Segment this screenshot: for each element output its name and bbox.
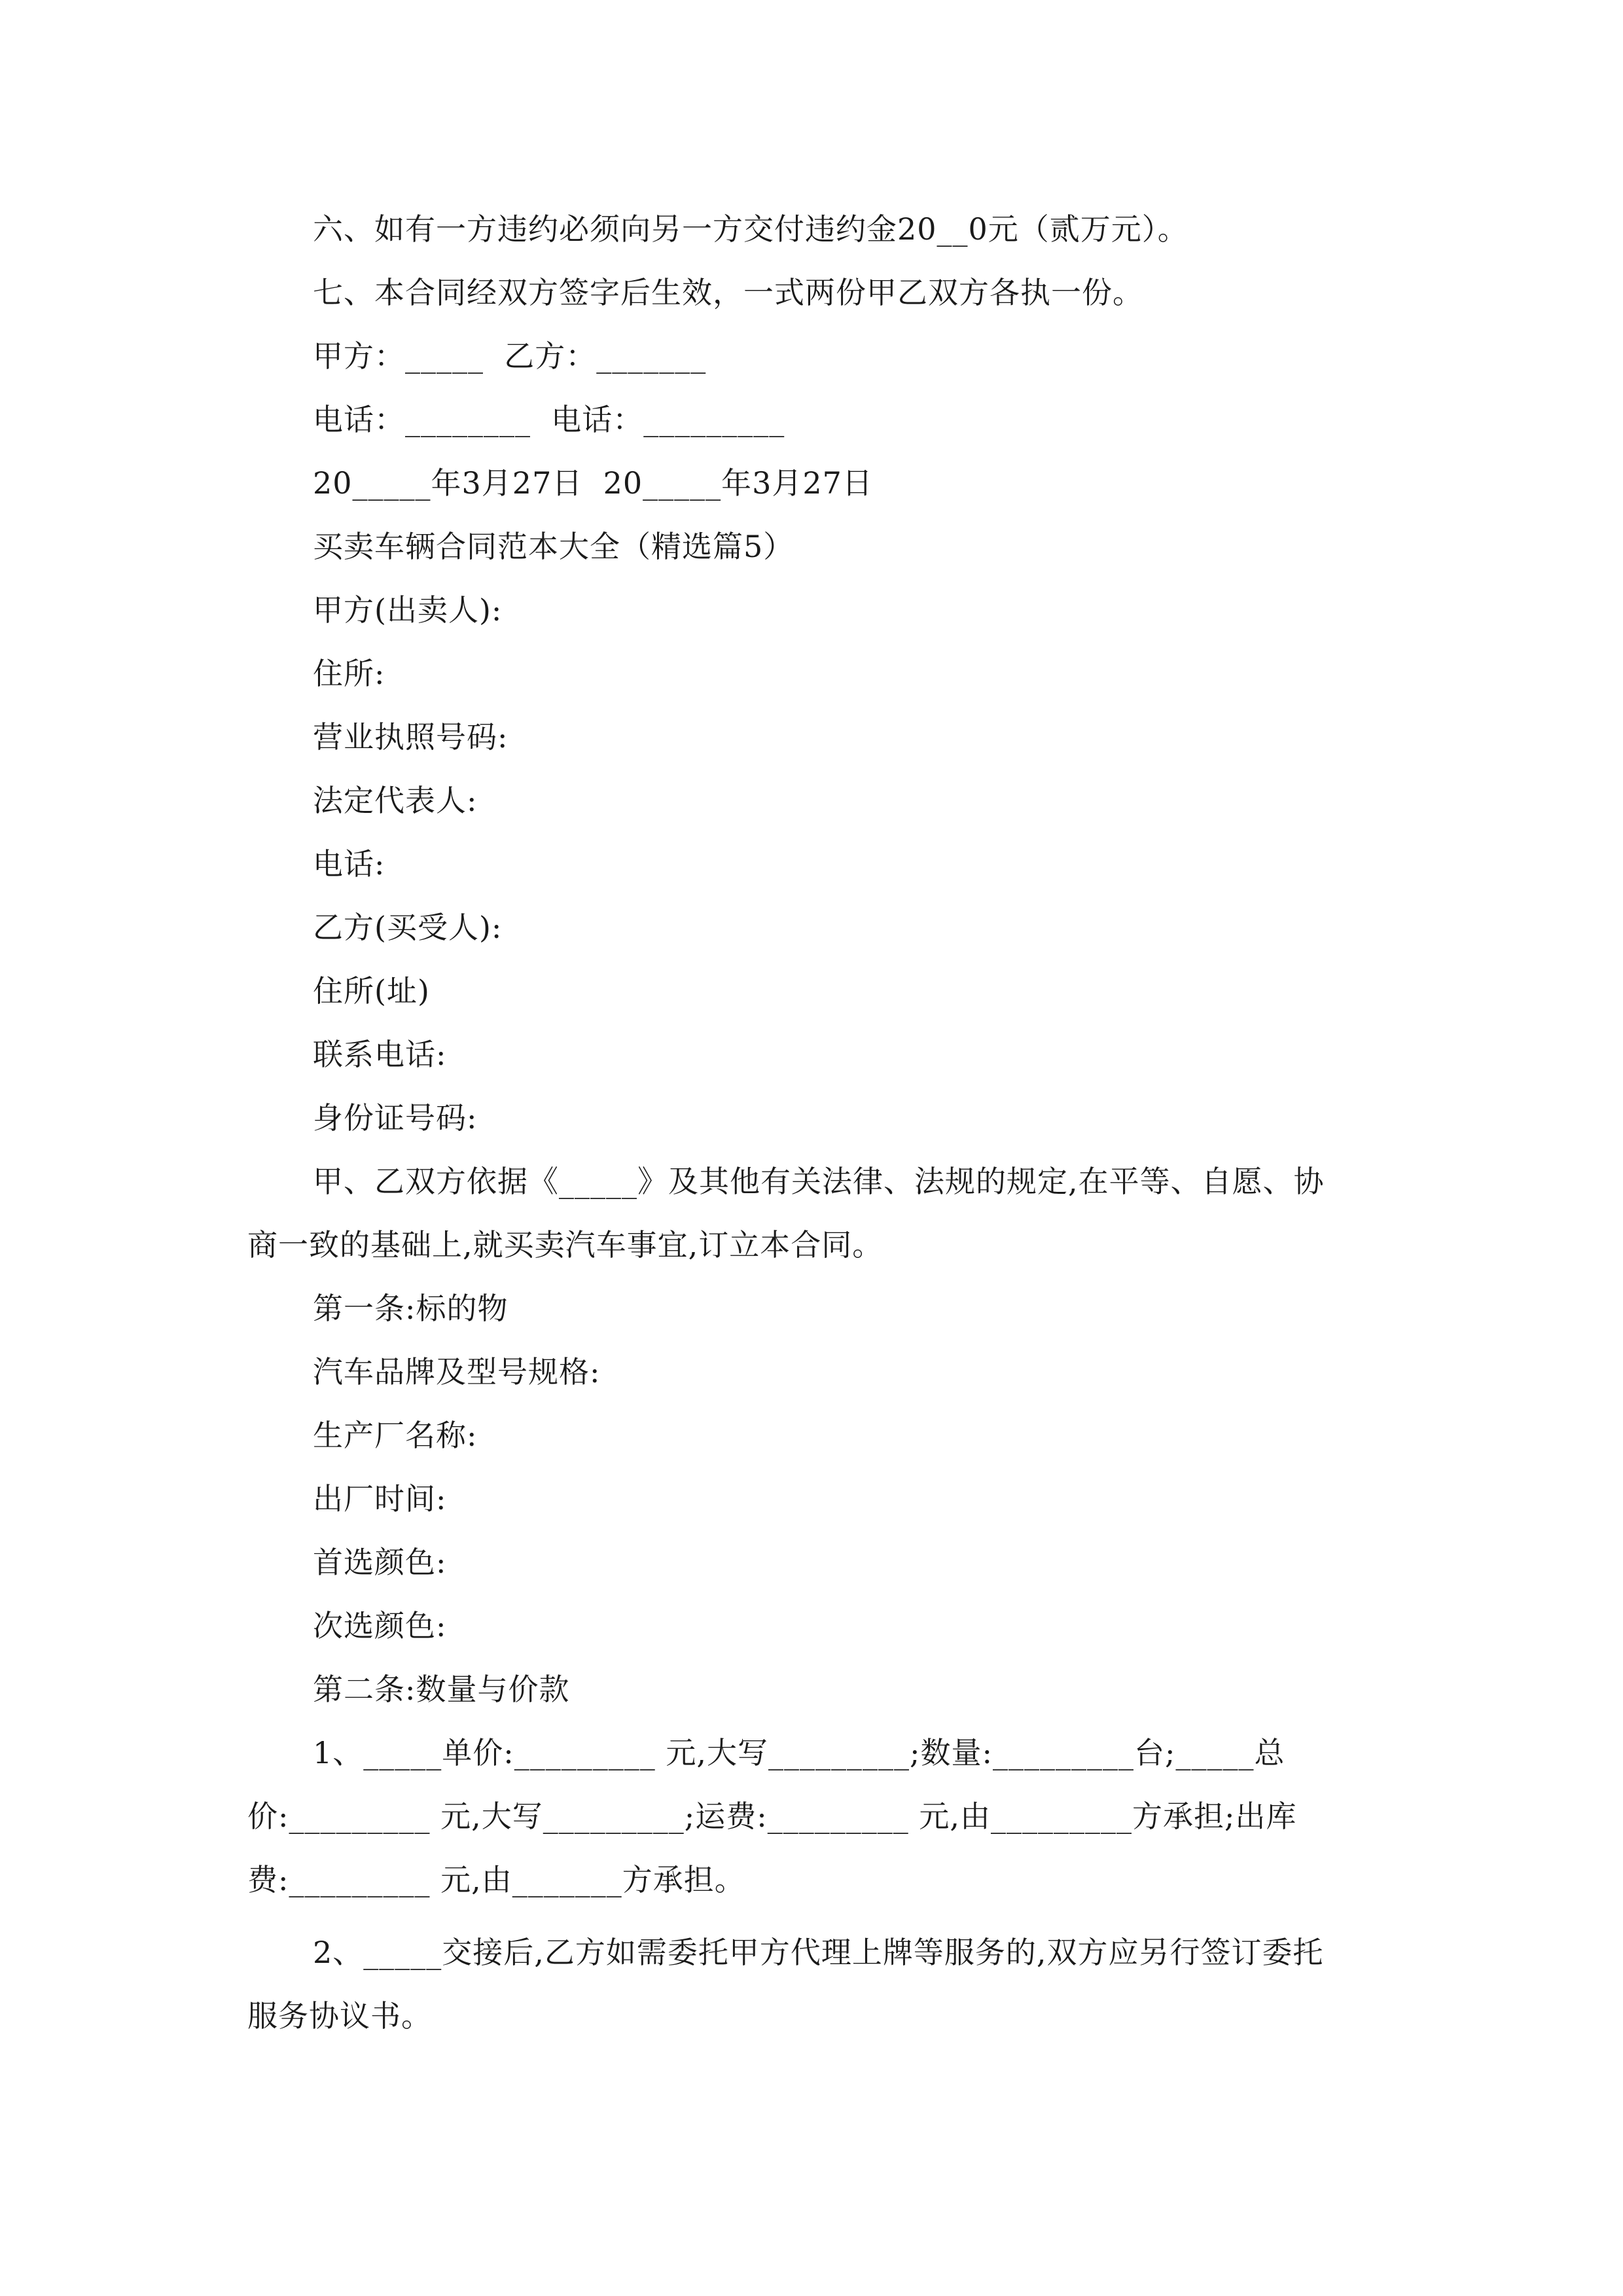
party-b-contact-phone: 联系电话: xyxy=(313,1037,447,1072)
price-clause-line-3: 费:_________ 元,由_______方承担。 xyxy=(247,1862,745,1897)
signature-phones: 电话：________ 电话：_________ xyxy=(313,402,785,437)
party-a-phone: 电话: xyxy=(313,846,385,882)
preamble-line-2: 商一致的基础上,就买卖汽车事宜,订立本合同。 xyxy=(247,1227,883,1263)
clause-six: 六、如有一方违约必须向另一方交付违约金20__0元（贰万元）。 xyxy=(313,211,1188,247)
party-a-legal-rep: 法定代表人: xyxy=(313,783,478,818)
section-title: 买卖车辆合同范本大全（精选篇5） xyxy=(313,529,794,564)
party-a-seller: 甲方(出卖人): xyxy=(313,592,503,628)
party-b-address: 住所(址) xyxy=(313,973,430,1009)
article-one-heading: 第一条:标的物 xyxy=(313,1291,508,1326)
preamble-line-1: 甲、乙双方依据《_____》及其他有关法律、法规的规定,在平等、自愿、协 xyxy=(313,1164,1325,1199)
party-b-buyer: 乙方(买受人): xyxy=(313,910,503,945)
clause-seven: 七、本合同经双方签字后生效，一式两份甲乙双方各执一份。 xyxy=(313,275,1143,310)
secondary-color: 次选颜色: xyxy=(313,1608,447,1643)
signature-dates: 20_____年3月27日 20_____年3月27日 xyxy=(313,465,873,501)
article-two-heading: 第二条:数量与价款 xyxy=(313,1672,570,1707)
manufacture-date: 出厂时间: xyxy=(313,1481,447,1516)
party-a-address: 住所: xyxy=(313,656,385,691)
car-brand-model: 汽车品牌及型号规格: xyxy=(313,1354,601,1390)
party-b-id-number: 身份证号码: xyxy=(313,1100,478,1136)
price-clause-line-2: 价:_________ 元,大写_________;运费:_________ 元,由_________方承担;出库 xyxy=(247,1799,1297,1834)
handover-clause-line-1: 2、_____交接后,乙方如需委托甲方代理上牌等服务的,双方应另行签订委托 xyxy=(313,1935,1324,1970)
primary-color: 首选颜色: xyxy=(313,1545,447,1580)
party-a-license-number: 营业执照号码: xyxy=(313,719,508,755)
price-clause-line-1: 1、_____单价:_________ 元,大写_________;数量:_________台;_____总 xyxy=(313,1735,1285,1770)
manufacturer-name: 生产厂名称: xyxy=(313,1418,478,1453)
handover-clause-line-2: 服务协议书。 xyxy=(247,1998,432,2034)
signature-parties: 甲方：_____ 乙方：_______ xyxy=(313,338,707,374)
